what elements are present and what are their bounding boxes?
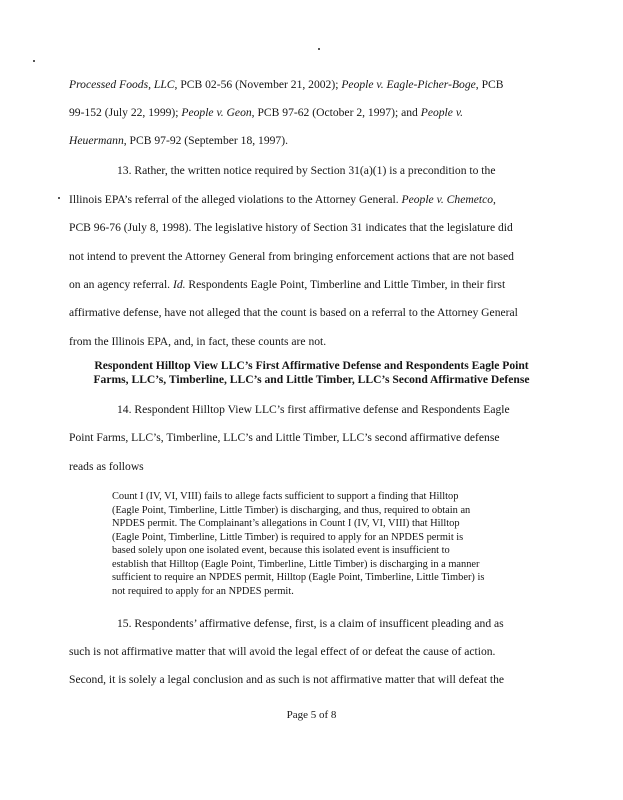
text-line <box>69 250 514 264</box>
line-text: not intend to prevent the Attorney General from bringing enforcement actions that are not based <box>69 250 514 263</box>
line-text: from the Illinois EPA, and, in fact, these counts are not. <box>69 335 327 348</box>
italic-citation: People v. Eagle-Picher-Boge <box>341 78 476 91</box>
text-line <box>69 431 500 445</box>
quote-line: (Eagle Point, Timberline, Little Timber) is discharging, and thus, required to obtain an <box>112 504 471 516</box>
line-text: , PCB 97-92 (September 18, 1997). <box>123 134 288 147</box>
line-text: , PCB 97-62 (October 2, 1997); and <box>251 106 421 119</box>
line-text: Illinois EPA’s referral of the alleged violations to the Attorney General. <box>69 193 402 206</box>
text-line <box>69 193 496 207</box>
quote-line: (Eagle Point, Timberline, Little Timber) is required to apply for an NPDES permit is <box>112 531 464 543</box>
text-line <box>69 78 504 92</box>
italic-citation: Processed Foods, LLC <box>69 78 175 91</box>
line-text: PCB 96-76 (July 8, 1998). The legislative history of Section 31 indicates that the legislature did <box>69 221 513 234</box>
section-heading <box>0 359 623 386</box>
italic-citation: People v. Geon <box>181 106 252 119</box>
quote-line: establish that Hilltop (Eagle Point, Timberline, Little Timber) is discharging in a manner <box>112 558 480 570</box>
line-text: 14. Respondent Hilltop View LLC’s first affirmative defense and Respondents Eagle <box>117 403 510 416</box>
section-heading-line-2: Farms, LLC’s, Timberline, LLC’s and Little Timber, LLC’s Second Affirmative Defense <box>93 372 530 386</box>
text-line <box>69 335 326 349</box>
paragraph-15-start <box>117 617 504 631</box>
line-text: 13. Rather, the written notice required by Section 31(a)(1) is a precondition to the <box>117 164 496 177</box>
italic-citation: Heuermann <box>69 134 124 147</box>
text-line <box>69 134 288 148</box>
line-text: such is not affirmative matter that will avoid the legal effect of or defeat the cause of action. <box>69 645 496 658</box>
line-text: Respondents Eagle Point, Timberline and Little Timber, in their first <box>185 278 506 291</box>
text-line <box>69 460 144 474</box>
quote-line: based solely upon one isolated event, because this isolated event is insufficient to <box>112 545 450 556</box>
italic-citation: Id. <box>172 278 186 291</box>
block-quote <box>112 490 532 598</box>
line-text: , PCB <box>475 78 504 91</box>
line-text: on an agency referral. <box>69 278 173 291</box>
text-line <box>69 106 463 120</box>
line-text: affirmative defense, have not alleged that the count is based on a referral to the Attorney General <box>69 306 518 319</box>
line-text: , PCB 02-56 (November 21, 2002); <box>174 78 342 91</box>
line-text: Point Farms, LLC’s, Timberline, LLC’s and Little Timber, LLC’s second affirmative defense <box>69 431 500 444</box>
scan-speck <box>33 60 35 62</box>
quote-line: NPDES permit. The Complainant’s allegations in Count I (IV, VI, VIII) that Hilltop <box>112 518 460 529</box>
line-text: 15. Respondents’ affirmative defense, first, is a claim of insufficent pleading and as <box>117 617 504 630</box>
line-text: Second, it is solely a legal conclusion and as such is not affirmative matter that will defeat the <box>69 673 505 686</box>
page-number: Page 5 of 8 <box>286 709 337 721</box>
line-text: reads as follows <box>69 460 144 473</box>
text-line <box>69 306 518 320</box>
text-line <box>69 221 513 235</box>
line-text: 99-152 (July 22, 1999); <box>69 106 182 119</box>
paragraph-13-start <box>117 164 495 178</box>
paragraph-14-start <box>117 403 510 417</box>
quote-line: not required to apply for an NPDES permit. <box>112 585 294 597</box>
section-heading-line-1: Respondent Hilltop View LLC’s First Affirmative Defense and Respondents Eagle Point <box>94 359 529 372</box>
italic-citation: People v. <box>420 106 464 119</box>
scan-speck <box>318 48 320 50</box>
quote-line: Count I (IV, VI, VIII) fails to allege facts sufficient to support a finding that Hilltop <box>112 491 459 502</box>
italic-citation: People v. Chemetco <box>401 193 494 206</box>
text-line <box>69 673 504 687</box>
scan-speck <box>58 197 60 199</box>
line-text: , <box>493 193 496 206</box>
text-line <box>69 645 495 659</box>
quote-line: sufficient to require an NPDES permit, Hilltop (Eagle Point, Timberline, Little Timber) is <box>112 572 485 583</box>
text-line <box>69 278 505 292</box>
